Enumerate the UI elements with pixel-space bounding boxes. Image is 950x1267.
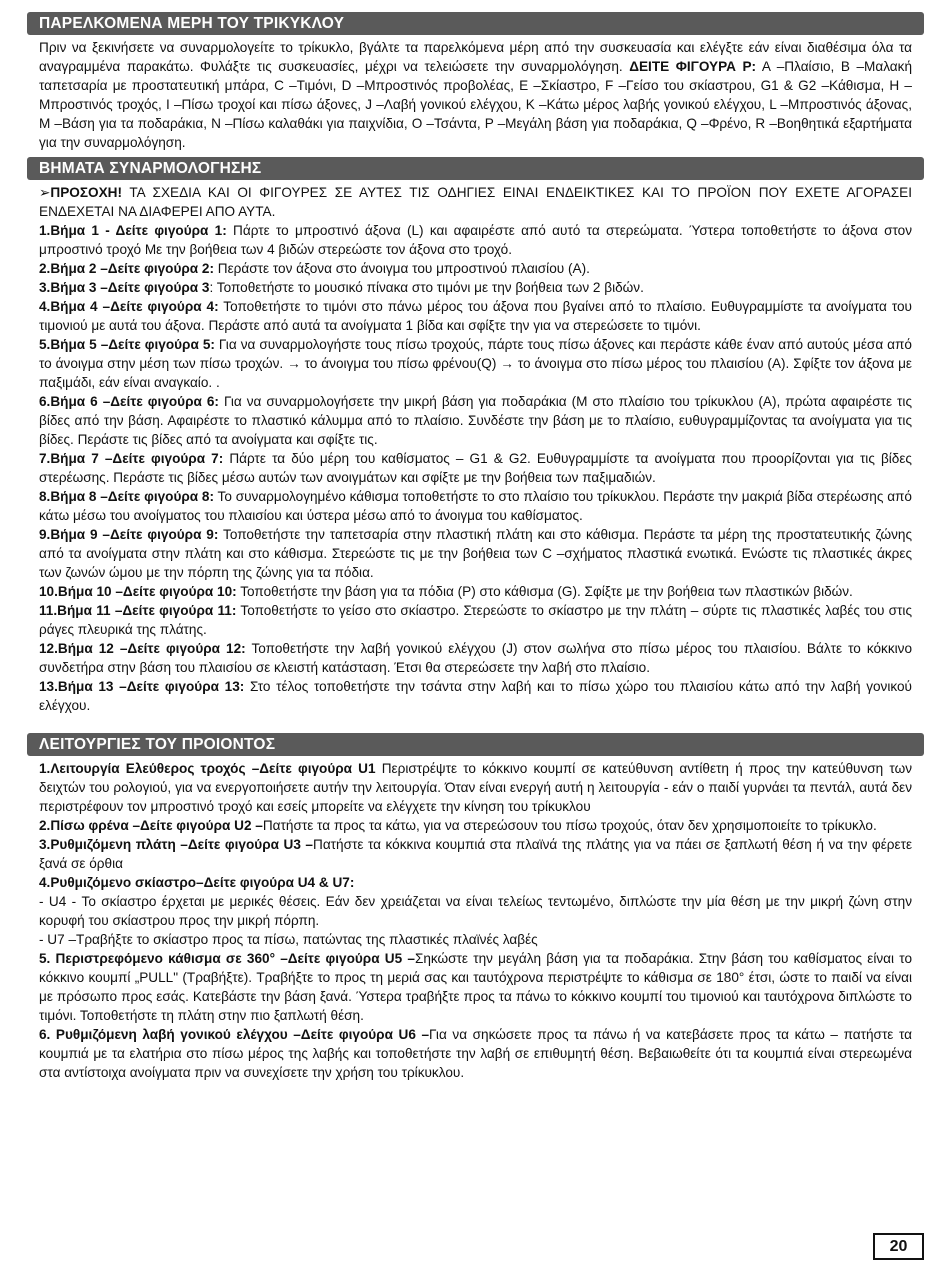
function-heading: 2.Πίσω φρένα –Δείτε φιγούρα U2 – bbox=[39, 818, 263, 833]
step-text: : Τοποθετήστε το μουσικό πίνακα στο τιμόνι με την βοήθεια των 2 βιδών. bbox=[209, 280, 644, 295]
step-text: Για να συναρμολογήστε τους πίσω τροχούς, πάρτε τους πίσω άξονες και περάστε κάθε έναν από αυτούς μέσα από το άνοιγμα στην μέση των πίσω τροχών. → το άνοιγμα του πίσω φρένου(Q) → το άνοιγμα στο πίσω μέρος του πλαισίου (A). Σφίξτε τον άξονα με παξιμάδι, εάν είναι αναγκαίο. . bbox=[39, 337, 912, 390]
step-text: Πάρτε το μπροστινό άξονα (L) και αφαιρέστε από αυτό τα στερεώματα. Ύστερα τοποθετήστε το άξονα στον μπροστινό τροχό Με την βοήθεια των 4 βιδών στερεώστε τον άξονα στο τροχό. bbox=[39, 223, 912, 257]
step-11 bbox=[39, 601, 912, 639]
step-heading: 2.Βήμα 2 –Δείτε φιγούρα 2: bbox=[39, 261, 215, 276]
step-heading: 3.Βήμα 3 –Δείτε φιγούρα 3 bbox=[39, 280, 210, 295]
step-12 bbox=[39, 639, 912, 677]
manual-page bbox=[27, 12, 924, 1082]
function-text: Πατήστε τα προς τα κάτω, για να στερεώσουν του πίσω τροχούς, όταν δεν χρησιμοποιείτε το τρίκυκλο. bbox=[262, 818, 877, 833]
paragraph-warning bbox=[39, 183, 912, 221]
step-heading: 11.Βήμα 11 –Δείτε φιγούρα 11: bbox=[39, 603, 237, 618]
step-6 bbox=[39, 392, 912, 449]
function-heading: 1.Λειτουργία Ελεύθερος τροχός –Δείτε φιγούρα U1 bbox=[39, 761, 376, 776]
function-2 bbox=[39, 816, 912, 835]
step-heading: 1.Βήμα 1 - Δείτε φιγούρα 1: bbox=[39, 223, 227, 238]
step-text: Στο τέλος τοποθετήστε την τσάντα στην λαβή και το πίσω χώρο του πλαισίου κάτω από την λαβή γονικού ελέγχου. bbox=[39, 679, 912, 713]
step-heading: 13.Βήμα 13 –Δείτε φιγούρα 13: bbox=[39, 679, 245, 694]
step-8 bbox=[39, 487, 912, 525]
paragraph-text: ΤΑ ΣΧΕΔΙΑ ΚΑΙ ΟΙ ΦΙΓΟΥΡΕΣ ΣΕ ΑΥΤΕΣ ΤΙΣ ΟΔΗΓΙΕΣ ΕΙΝΑΙ ΕΝΔΕΙΚΤΙΚΕΣ ΚΑΙ ΤΟ ΠΡΟΪΟΝ ΠΟΥ ΕΧΕΤΕ ΑΓΟΡΑΣΕΙ ΕΝΔΕΧΕΤΑΙ ΝΑ ΔΙΑΦΕΡΕΙ ΑΠΟ ΑΥΤΑ. bbox=[39, 185, 912, 219]
section-body-accessories bbox=[27, 35, 924, 152]
step-3 bbox=[39, 278, 912, 297]
function-text: Πατήστε τα κόκκινα κουμπιά στα πλαϊνά της πλάτης για να πάει σε ξαπλωτή θέση ή να την φέρετε ξανά σε όρθια bbox=[39, 837, 913, 871]
function-text: Σηκώστε την μεγάλη βάση για τα ποδαράκια. Στην βάση του καθίσματος είναι το κόκκινο κουμπί „PULL" (Τραβήξτε). Τραβήξτε το προς τη μεριά σας και ταυτόχρονα περιστρέψτε το κάθισμα σε 180° έτσι, ώστε το παιδί να είναι με πρόσωπο προς εσάς. Κατεβάστε την βάση ξανά. Ύστερα τραβήξτε προς τα πάνω το κόκκινο κουμπί του τιμονιού και ταυτόχρονα διπλώστε το τιμόνι. Τοποθετήστε τη πλάτη στην πιο ξαπλωτή θέση. bbox=[39, 951, 913, 1023]
step-text: Τοποθετήστε το τιμόνι στο πάνω μέρος του άξονα που βγαίνει από το πλαίσιο. Ευθυγραμμίστε τα ανοίγματα του τιμονιού με αυτά του άξονα. Περάστε από αυτά τα ανοίγματα 1 βίδα και σφίξτε την για να στερεώσετε το τιμόνι. bbox=[39, 299, 912, 333]
step-text: Τοποθετήστε την ταπετσαρία στην πλαστική πλάτη και στο κάθισμα. Περάστε τα μέρη της προστατευτικής ζώνης από τα ανοίγματα στην πλάτη και στο κάθισμα. Στερεώστε τις με την βοήθεια των C –σχήματος πλαστικά ενωτικά. Ενώστε τις πλαστικές άκρες των ζωνών ώμου με την πόρπη της ζώνης για τα πόδια. bbox=[39, 527, 912, 580]
step-text: Για να συναρμολογήσετε την μικρή βάση για ποδαράκια (M στο πλαίσιο του τρίκυκλου (A), πρώτα αφαιρέστε τις βίδες από την βάση. Αφαιρέστε το πλαστικό κάλυμμα από το πλαίσιο. Συνδέστε την βάση με το πλαίσιο, ευθυγραμμίζοντας τα ανοίγματα για τις βίδες. Περάστε τις βίδες από τα ανοίγματα και σφίξτε τις. bbox=[39, 394, 912, 447]
function-text: Για να σηκώσετε προς τα πάνω ή να κατεβάσετε προς τα κάτω – πατήστε τα κουμπιά με τα ελατήρια στο πίσω μέρος της λαβής και τοποθετήστε την λαβή σε επιθυμητή θέση. Βεβαιωθείτε ότι τα κουμπιά είναι στερεωμένα στα αντίστοιχα ανοίγματα πριν να συνεχίσετε την χρήση του τρίκυκλου. bbox=[39, 1027, 912, 1080]
step-text: Τοποθετήστε την βάση για τα πόδια (P) στο κάθισμα (G). Σφίξτε με την βοήθεια των πλαστικών βιδών. bbox=[236, 584, 853, 599]
step-text: Τοποθετήστε το γείσο στο σκίαστρο. Στερεώστε το σκίαστρο με την πλάτη – σύρτε τις πλαστικές λαβές του στις ράγες πλευρικά της πλάτης. bbox=[39, 603, 912, 637]
paragraph-text: A –Πλαίσιο, B –Μαλακή ταπετσαρία με προστατευτική μπάρα, C –Τιμόνι, D –Μπροστινός προβολέας, E –Σκίαστρο, F –Γείσο του σκίαστρου, G1 & G2 –Κάθισμα, H –Μπροστινός τροχός, I –Πίσω τροχοί και πίσω άξονες, J –Λαβή γονικού ελέγχου, K –Κάτω μέρος λαβής γονικού ελέγχου, L –Μπροστινός άξονας, M –Βάση για τα ποδαράκια, N –Πίσω καλαθάκι για παιχνίδια, O –Τσάντα, P –Μεγάλη βάση για ποδαράκια, Q –Φρένο, R –Βοηθητικά εξαρτήματα για την συναρμολόγηση. bbox=[39, 59, 913, 150]
step-heading: 6.Βήμα 6 –Δείτε φιγούρα 6: bbox=[39, 394, 219, 409]
step-4 bbox=[39, 297, 912, 335]
paragraph-bold: ➢ΠΡΟΣΟΧΗ! bbox=[39, 185, 122, 200]
function-text: Περιστρέψτε το κόκκινο κουμπί σε κατεύθυνση αντίθετη ή προς την κατεύθυνση των δειχτών του ρολογιού, για να ενεργοποιήσετε αυτήν την λειτουργία. Όταν είναι ενεργή αυτή η λειτουργία - εάν ο παιδί γυρνάει τα πεντάλ, αυτά δεν περιστρέφουν τον μπροστινό τροχό και εσείς μπορείτε να ελέγχετε την κίνηση του τρίκυκλου bbox=[39, 761, 912, 814]
step-heading: 5.Βήμα 5 –Δείτε φιγούρα 5: bbox=[39, 337, 215, 352]
function-3 bbox=[39, 835, 912, 873]
step-13 bbox=[39, 677, 912, 715]
function-heading: 4.Ρυθμιζόμενο σκίαστρο–Δείτε φιγούρα U4 & U7: bbox=[39, 875, 355, 890]
step-7 bbox=[39, 449, 912, 487]
paragraph-text: Πριν να ξεκινήσετε να συναρμολογείτε το τρίκυκλο, βγάλτε τα παρελκόμενα μέρη από την συσκευασία και ελέγξτε εάν είναι διαθέσιμα όλα τα αναγραμμένα παρακάτω. Φυλάξτε τις συσκευασίες, μέχρι να τελειώσετε την συναρμολόγηση. bbox=[39, 40, 912, 74]
step-9 bbox=[39, 525, 912, 582]
paragraph bbox=[39, 38, 912, 152]
function-4-u4 bbox=[39, 892, 912, 930]
page-number: 20 bbox=[873, 1233, 924, 1260]
section-header-accessories: ΠΑΡΕΛΚΟΜΕΝΑ ΜΕΡΗ ΤΟΥ ΤΡΙΚΥΚΛΟΥ bbox=[27, 12, 924, 35]
step-10 bbox=[39, 582, 912, 601]
function-text: - U4 - Το σκίαστρο έρχεται με μερικές θέσεις. Εάν δεν χρειάζεται να είναι τελείως τεντωμένο, διπλώστε την μία θέση με την μικρή ζώνη στην κορυφή του σκίαστρου προς την μικρή πόρπη. bbox=[39, 894, 912, 928]
step-heading: 8.Βήμα 8 –Δείτε φιγούρα 8: bbox=[39, 489, 215, 504]
function-4-u7 bbox=[39, 930, 912, 949]
section-body-assembly-steps bbox=[27, 180, 924, 715]
function-heading: 5. Περιστρεφόμενο κάθισμα σε 360° –Δείτε φιγούρα U5 – bbox=[39, 951, 415, 966]
section-header-product-functions: ΛΕΙΤΟΥΡΓΙΕΣ ΤΟΥ ΠΡΟΙΟΝΤΟΣ bbox=[27, 733, 924, 756]
function-4 bbox=[39, 873, 912, 892]
step-5 bbox=[39, 335, 912, 392]
function-5 bbox=[39, 949, 912, 1025]
step-text: Το συναρμολογημένο κάθισμα τοποθετήστε το στο πλαίσιο του τρίκυκλου. Περάστε την μακριά βίδα στερέωσης από κάτω μέσω του ανοίγματος του πλαισίου και ύστερα μέσω από το άνοιγμα του καθίσματος. bbox=[39, 489, 912, 523]
section-body-product-functions bbox=[27, 756, 924, 1082]
step-heading: 9.Βήμα 9 –Δείτε φιγούρα 9: bbox=[39, 527, 219, 542]
step-heading: 4.Βήμα 4 –Δείτε φιγούρα 4: bbox=[39, 299, 219, 314]
function-heading: 6. Ρυθμιζόμενη λαβή γονικού ελέγχου –Δείτε φιγούρα U6 – bbox=[39, 1027, 430, 1042]
step-text: Περάστε τον άξονα στο άνοιγμα του μπροστινού πλαισίου (A). bbox=[214, 261, 590, 276]
step-2 bbox=[39, 259, 912, 278]
step-heading: 10.Βήμα 10 –Δείτε φιγούρα 10: bbox=[39, 584, 237, 599]
step-heading: 12.Βήμα 12 –Δείτε φιγούρα 12: bbox=[39, 641, 246, 656]
function-heading: 3.Ρυθμιζόμενη πλάτη –Δείτε φιγούρα U3 – bbox=[39, 837, 313, 852]
function-1 bbox=[39, 759, 912, 816]
step-text: Πάρτε τα δύο μέρη του καθίσματος – G1 & G2. Ευθυγραμμίστε τα ανοίγματα που προορίζονται για τις βίδες στερέωσης. Περάστε τις βίδες μέσω αυτών των ανοιγμάτων και σφίξτε με την βοήθεια των παξιμαδιών. bbox=[39, 451, 912, 485]
section-header-assembly-steps: ΒΗΜΑΤΑ ΣΥΝΑΡΜΟΛΟΓΗΣΗΣ bbox=[27, 157, 924, 180]
function-text: - U7 –Τραβήξτε το σκίαστρο προς τα πίσω, πατώντας της πλαστικές πλαϊνές λαβές bbox=[39, 932, 538, 947]
step-1 bbox=[39, 221, 912, 259]
step-text: Τοποθετήστε την λαβή γονικού ελέγχου (J) στον σωλήνα στο πίσω μέρος του πλαισίου. Βάλτε το κόκκινο συνδετήρα στην βάση του πλαισίου σε κλειστή κατάσταση. Έτσι θα στερεώσετε την λαβή στο πλαίσιο. bbox=[39, 641, 912, 675]
step-heading: 7.Βήμα 7 –Δείτε φιγούρα 7: bbox=[39, 451, 224, 466]
paragraph-bold: ΔΕΙΤΕ ΦΙΓΟΥΡΑ P: bbox=[629, 59, 757, 74]
function-6 bbox=[39, 1025, 912, 1082]
